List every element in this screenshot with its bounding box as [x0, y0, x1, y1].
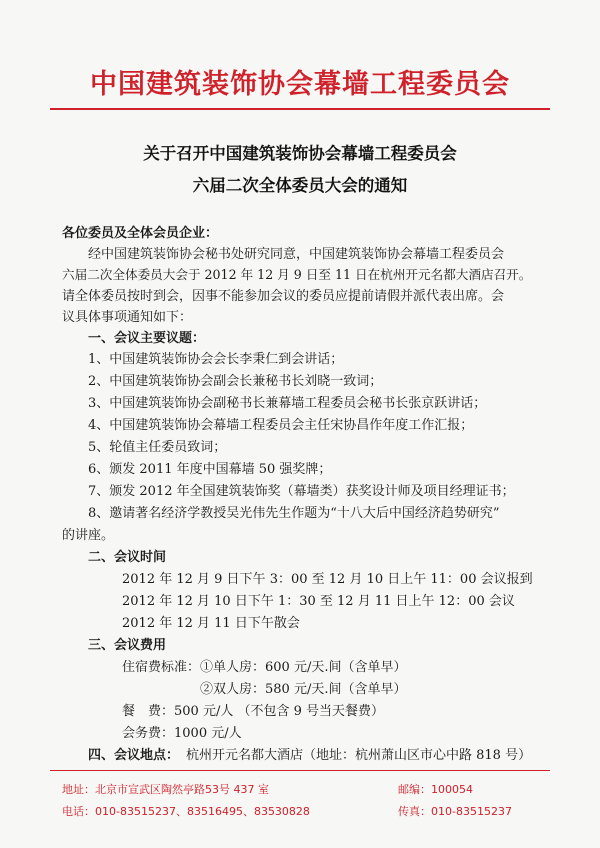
agenda-item: 8、邀请著名经济学教授吴光伟先生作题为“十八大后中国经济趋势研究” [88, 506, 500, 521]
section3-heading: 三、会议费用 [88, 638, 167, 653]
footer-fax: 传真：010-83515237 [398, 805, 512, 818]
lodging-single-room: ①单人房：600 元/天.间（含单早） [200, 660, 407, 675]
section1-heading: 一、会议主要议题： [88, 331, 206, 346]
venue-address: 杭州开元名都大酒店（地址：杭州萧山区市心中路 818 号） [186, 748, 532, 763]
conference-fee: 会务费：1000 元/人 [122, 726, 242, 741]
document-title-line1: 关于召开中国建筑装饰协会幕墙工程委员会 [143, 144, 457, 163]
schedule-line: 2012 年 12 月 11 日下午散会 [122, 616, 300, 631]
intro-line: 六届二次全体委员大会于 2012 年 12 月 9 日至 11 日在杭州开元名都大酒店召开。 [62, 267, 532, 282]
agenda-item: 7、颁发 2012 年全国建筑装饰奖（幕墙类）获奖设计师及项目经理证书； [88, 484, 515, 499]
footer-phone: 电话：010-83515237、83516495、83530828 [62, 805, 310, 818]
agenda-item: 4、中国建筑装饰协会幕墙工程委员会主任宋协昌作年度工作汇报； [88, 418, 474, 433]
agenda-item: 2、中国建筑装饰协会副会长兼秘书长刘晓一致词； [88, 374, 383, 389]
schedule-line: 2012 年 12 月 10 日下午 1：30 至 12 月 11 日上午 12：00 会议 [122, 594, 515, 609]
intro-line: 议具体事项通知如下： [62, 310, 193, 325]
letterhead-divider [50, 108, 550, 110]
agenda-item: 6、颁发 2011 年度中国幕墙 50 强奖牌； [88, 462, 332, 477]
footer-postcode: 邮编：100054 [398, 783, 473, 796]
lodging-label: 住宿费标准： [122, 660, 201, 675]
intro-line: 经中国建筑装饰协会秘书处研究同意，中国建筑装饰协会幕墙工程委员会 [88, 247, 505, 262]
salutation: 各位委员及全体会员企业： [62, 226, 219, 241]
agenda-item: 5、轮值主任委员致词； [88, 440, 227, 455]
intro-line: 请全体委员按时到会，因事不能参加会议的委员应提前请假并派代表出席。会 [62, 289, 505, 304]
document-title-line2: 六届二次全体委员大会的通知 [192, 176, 408, 195]
letterhead-title: 中国建筑装饰协会幕墙工程委员会 [90, 69, 510, 100]
agenda-item: 3、中国建筑装饰协会副秘书长兼幕墙工程委员会秘书长张京跃讲话； [88, 396, 487, 411]
lodging-double-room: ②双人房：580 元/天.间（含单早） [200, 682, 407, 697]
section4-heading: 四、会议地点： [88, 748, 180, 763]
schedule-line: 2012 年 12 月 9 日下午 3：00 至 12 月 10 日上午 11：00 会议报到 [122, 572, 533, 587]
meal-fee: 餐 费：500 元/人 （不包含 9 号当天餐费） [122, 704, 384, 719]
footer-address: 地址：北京市宣武区陶然亭路53号 437 室 [62, 783, 269, 796]
footer-divider [50, 770, 550, 771]
section2-heading: 二、会议时间 [88, 550, 167, 565]
agenda-item: 1、中国建筑装饰协会会长李秉仁到会讲话； [88, 352, 344, 367]
agenda-item-continuation: 的讲座。 [62, 528, 115, 543]
